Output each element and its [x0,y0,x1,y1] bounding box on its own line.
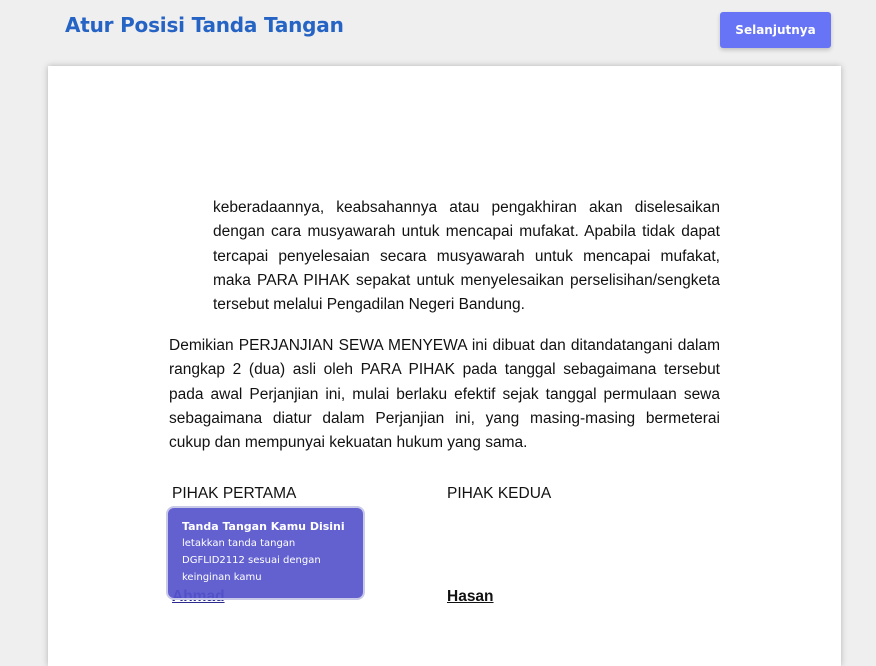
document-paragraph-indented: keberadaannya, keabsahannya atau pengakhiran akan diselesaikan dengan cara musyawarah untuk mencapai mufakat. Apabila tidak dapat tercapai penyelesaian secara musyawarah untuk mencapai mufakat, maka PARA PIHAK sepakat untuk menyelesaikan perselisihan/sengketa tersebut melalui Pengadilan Negeri Bandung. [213,199,720,314]
document-page [48,66,841,666]
signature-box-description: letakkan tanda tangan DGFLID2112 sesuai dengan keinginan kamu [182,538,321,583]
party-1-label: PIHAK PERTAMA [172,485,297,502]
top-bar [0,0,876,64]
party-2-label: PIHAK KEDUA [447,485,552,502]
signature-box-title: Tanda Tangan Kamu Disini [182,520,345,533]
party-2-name: Hasan [447,588,494,605]
signature-placement-box[interactable] [166,506,365,600]
page-title: Atur Posisi Tanda Tangan [65,13,344,37]
next-button[interactable]: Selanjutnya [720,12,831,48]
document-paragraph-closing: Demikian PERJANJIAN SEWA MENYEWA ini dibuat dan ditandatangani dalam rangkap 2 (dua) asli oleh PARA PIHAK pada tanggal sebagaimana tersebut pada awal Perjanjian ini, mulai berlaku efektif sejak tanggal permulaan sewa sebagaimana diatur dalam Perjanjian ini, yang masing-masing bermeterai cukup dan mempunyai kekuatan hukum yang sama. [169,337,720,452]
